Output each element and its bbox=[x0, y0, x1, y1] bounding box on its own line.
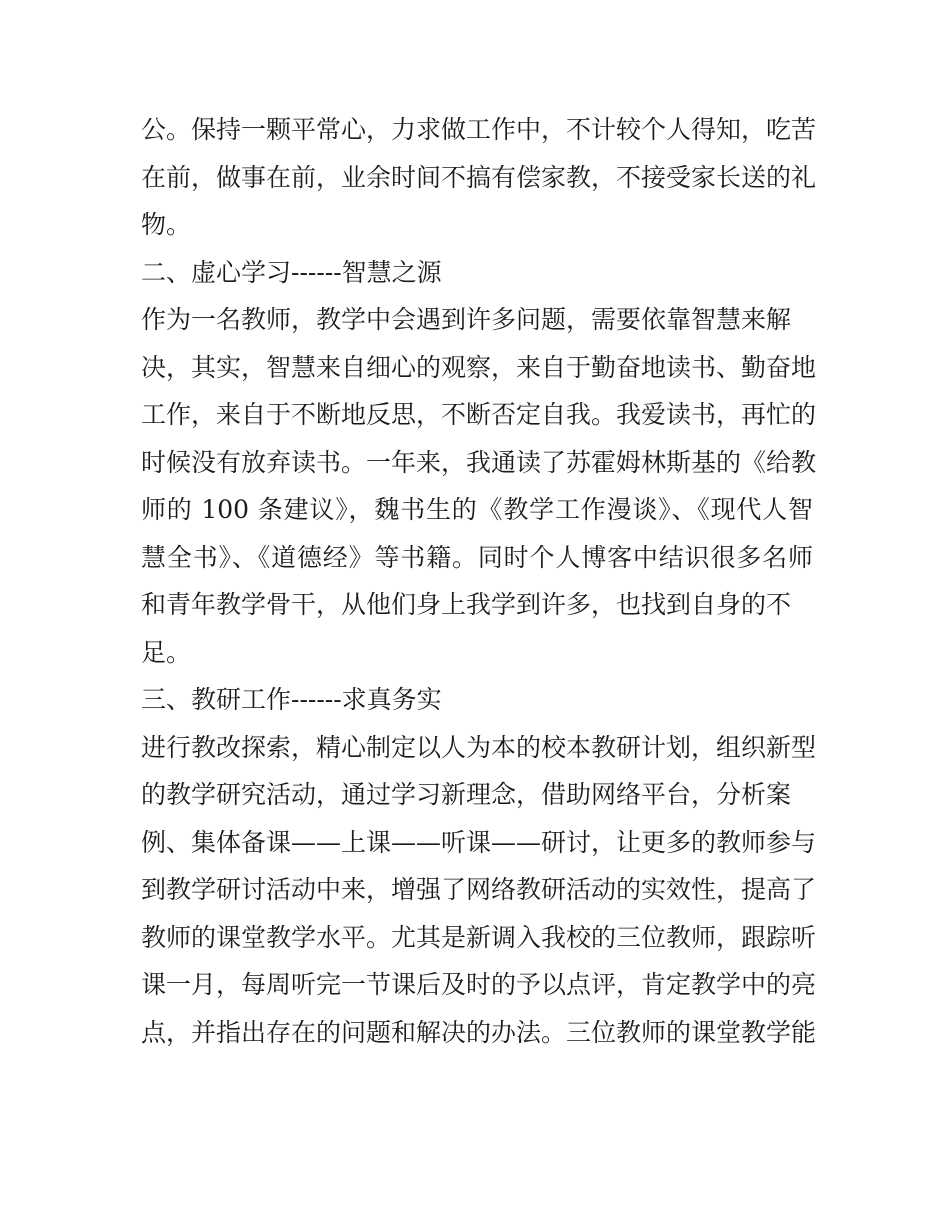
document-body bbox=[141, 106, 817, 1056]
text-line: 慧全书》、《道德经》等书籍。同时个人博客中结识很多名师 bbox=[141, 542, 813, 572]
text-line: 教师的课堂教学水平。尤其是新调入我校的三位教师，跟踪听 bbox=[141, 922, 817, 952]
text-line: 在前，做事在前，业余时间不搞有偿家教，不接受家长送的礼 bbox=[141, 162, 817, 192]
text-line: 师的 100 条建议》，魏书生的《教学工作漫谈》、《现代人智 bbox=[141, 495, 813, 524]
text-line: 例、集体备课——上课——听课——研讨，让更多的教师参与 bbox=[141, 827, 817, 857]
text-line: 公。保持一颗平常心，力求做工作中，不计较个人得知，吃苦 bbox=[141, 115, 817, 144]
text-line: 的教学研究活动，通过学习新理念，借助网络平台，分析案 bbox=[141, 780, 792, 809]
text-line: 时候没有放弃读书。一年来，我通读了苏霍姆林斯基的《给教 bbox=[141, 447, 817, 477]
text-line: 物。 bbox=[141, 210, 192, 239]
text-line: 进行教改探索，精心制定以人为本的校本教研计划，组织新型 bbox=[141, 732, 817, 762]
text-line: 二、虚心学习------智慧之源 bbox=[141, 257, 442, 287]
text-line: 和青年教学骨干，从他们身上我学到许多，也找到自身的不 bbox=[141, 590, 792, 619]
text-line: 决，其实，智慧来自细心的观察，来自于勤奋地读书、勤奋地 bbox=[141, 352, 817, 382]
text-line: 作为一名教师，教学中会遇到许多问题，需要依靠智慧来解 bbox=[141, 305, 792, 334]
text-line: 到教学研讨活动中来，增强了网络教研活动的实效性，提高了 bbox=[141, 875, 817, 904]
text-line: 足。 bbox=[141, 637, 192, 667]
text-line: 点，并指出存在的问题和解决的办法。三位教师的课堂教学能 bbox=[141, 1017, 817, 1047]
text-line: 工作，来自于不断地反思，不断否定自我。我爱读书，再忙的 bbox=[141, 400, 817, 429]
text-line: 三、教研工作------求真务实 bbox=[141, 685, 442, 714]
text-line: 课一月，每周听完一节课后及时的予以点评，肯定教学中的亮 bbox=[141, 970, 817, 999]
